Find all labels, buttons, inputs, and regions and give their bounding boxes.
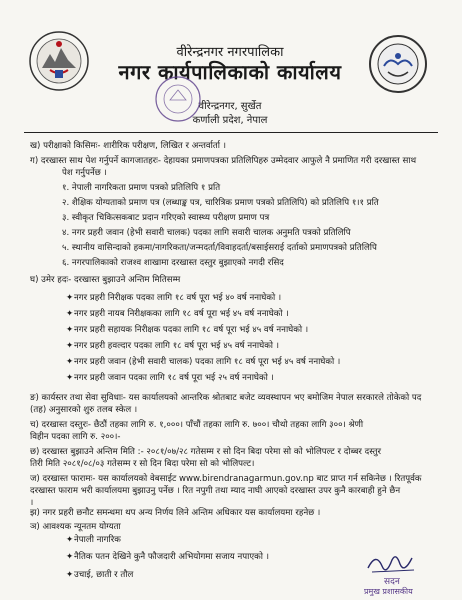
header-divider	[24, 132, 438, 133]
bullet-icon: ✦	[66, 293, 74, 303]
office-province: कर्णाली प्रदेश, नेपाल	[192, 115, 268, 126]
org-name: वीरेन्द्रनगर नगरपालिका	[176, 45, 284, 60]
document-item: ३. स्वीकृत चिकित्सकबाट प्रदान गरिएको स्वास्थ्य परीक्षण प्रमाण पत्र	[62, 213, 270, 223]
signature-stamp	[362, 548, 432, 596]
bullet-icon: ✦	[66, 309, 74, 319]
bullet-icon: ✦	[66, 373, 74, 383]
service-terms: ङ) कार्यस्तर तथा सेवा सुविधाः- यस कार्यालयको आन्तरिक श्रोतबाट बजेट व्यवस्थापन भए बमोजिम नेपाल सरकारले तोकेको पद	[30, 393, 422, 403]
section-exam-type: ख) परीक्षाको किसिमः- शारीरिक परीक्षण, लिखित र अन्तर्वार्ता ।	[30, 141, 227, 151]
bullet-icon: ✦	[66, 325, 74, 335]
age-item: नगर प्रहरी नायब निरीक्षकका लागि १८ वर्ष पूरा भई ४५ वर्ष ननाघेको ।	[74, 309, 289, 319]
document-item: ६. नगरपालिकाको राजश्व शाखामा दरखास्त दस्तुर बुझाएको नगदी रसिद	[62, 258, 284, 268]
age-item: नगर प्रहरी हवल्दार पदका लागि १८ वर्ष पूरा भई ४५ वर्ष ननाघेको ।	[74, 341, 280, 351]
bullet-icon: ✦	[66, 357, 74, 367]
signature-line2: प्रमुख प्रशासकीय	[364, 587, 413, 596]
deadline: छ) दरखास्त बुझाउने अन्तिम मिति :- २०८१/०७/२८ गतेसम्म र सो दिन बिदा परेमा सो को भोलिपल्ट र दोब्बर दस्तुर	[30, 447, 381, 457]
document-item: २. शैक्षिक योग्यताको प्रमाण पत्र (लब्धाङ्क पत्र, चारित्रिक प्रमाण पत्रको प्रतिलिपि) को प्रतिलिपि १।१ प्रति	[62, 198, 379, 208]
office-address: वीरेन्द्रनगर, सुर्खेत	[198, 101, 262, 112]
age-limit-heading: घ) उमेर हदः- दरखास्त बुझाउने अन्तिम मितिसम्म	[30, 275, 181, 285]
office-title: नगर कार्यपालिकाको कार्यालय	[118, 60, 342, 84]
qualification-item: नैतिक पतन देखिने कुनै फौजदारी अभियोगमा सजाय नपाएको ।	[74, 552, 269, 562]
age-item: नगर प्रहरी जवान (हेभी सवारी चालक) पदका लागि १८ वर्ष पूरा भई ४५ वर्ष ननाघेको ।	[74, 357, 341, 367]
application-fee: च) दरखास्त दस्तुरः- छैठौं तहका लागि रु. १,०००। पाँचौं तहका लागि रु. ७००। चौथो तहका लागि ३००। श्रेणी	[30, 420, 364, 430]
qualification-item: उचाई, छाती र तौल	[74, 570, 134, 580]
age-item: नगर प्रहरी जवान पदका लागि १८ वर्ष पूरा भई २५ वर्ष ननाघेको ।	[74, 373, 274, 383]
municipality-logo	[368, 34, 428, 94]
qualification-item: नेपाली नागरिक	[74, 535, 121, 545]
bullet-icon: ✦	[66, 535, 74, 545]
application-form: ज) दरखास्त फारामः- यस कार्यालयको वेबसाईट www.birendranagarmun.gov.np बाट प्राप्त गर्न सकिनेछ । रितपूर्वक	[30, 474, 422, 484]
qualification-heading: ञ) आवश्यक न्यूनतम योग्यता	[30, 522, 121, 532]
section-documents-heading-cont: पेश गर्नुपर्नेछ ।	[62, 168, 107, 178]
bullet-icon: ✦	[66, 552, 74, 562]
application-form-cont: दरखास्त फाराम भरी कार्यालयमा बुझाउनु पर्नेछ । रित नपुगी तथा म्याद नाघी आएको दरखास्त उपर कुनै कारबाही हुने छैन	[30, 486, 401, 496]
document-item: १. नेपाली नागरिकता प्रमाण पत्रको प्रतिलिपि १ प्रति	[62, 183, 221, 193]
bullet-icon: ✦	[66, 341, 74, 351]
age-item: नगर प्रहरी सहायक निरीक्षक पदका लागि १८ वर्ष पूरा भई ४५ वर्ष ननाघेको ।	[74, 325, 309, 335]
nepal-emblem-logo	[28, 30, 90, 92]
document-item: ५. स्थानीय वासिन्दाको हकमा/नागरिकता/जन्मदर्ता/विवाहदर्ता/बसाईसराई दर्ताको प्रमाणपत्रको प्रतिलिपि	[62, 243, 377, 253]
service-terms-cont: (तह) अनुसारको शुरु तलब स्केल ।	[30, 405, 138, 415]
bullet-icon: ✦	[66, 570, 74, 580]
section-documents-heading: ग) दरखास्त साथ पेश गर्नुपर्ने कागजातहरः- देहायका प्रमाणपत्रका प्रतिलिपिहरु उम्मेदवार आफुले नै प्रमाणित गरी दरखास्त साथ	[30, 156, 417, 166]
office-seal-stamp	[152, 74, 204, 124]
application-form-end: ।	[30, 498, 34, 508]
document-item: ४. नगर प्रहरी जवान (हेभी सवारी चालक) पदका लागि सवारी चालक अनुमति पत्रको प्रतिलिपि	[62, 228, 351, 238]
signature-line1: सदन	[384, 577, 400, 587]
application-fee-cont: विहीन पदका लागि रु. २००।-	[30, 432, 121, 442]
deadline-cont: तिरी मिति २०८१/०८/०३ गतेसम्म र सो दिन बिदा परेमा सो को भोलिपल्ट।	[30, 459, 255, 469]
age-item: नगर प्रहरी निरीक्षक पदका लागि १८ वर्ष पूरा भई ४० वर्ष ननाघेको ।	[74, 293, 282, 303]
final-authority: झ) नगर प्रहरी छनौट समन्धमा थप अन्य निर्णय लिने अन्तिम अधिकार यस कार्यालयमा रहनेछ ।	[30, 508, 321, 518]
